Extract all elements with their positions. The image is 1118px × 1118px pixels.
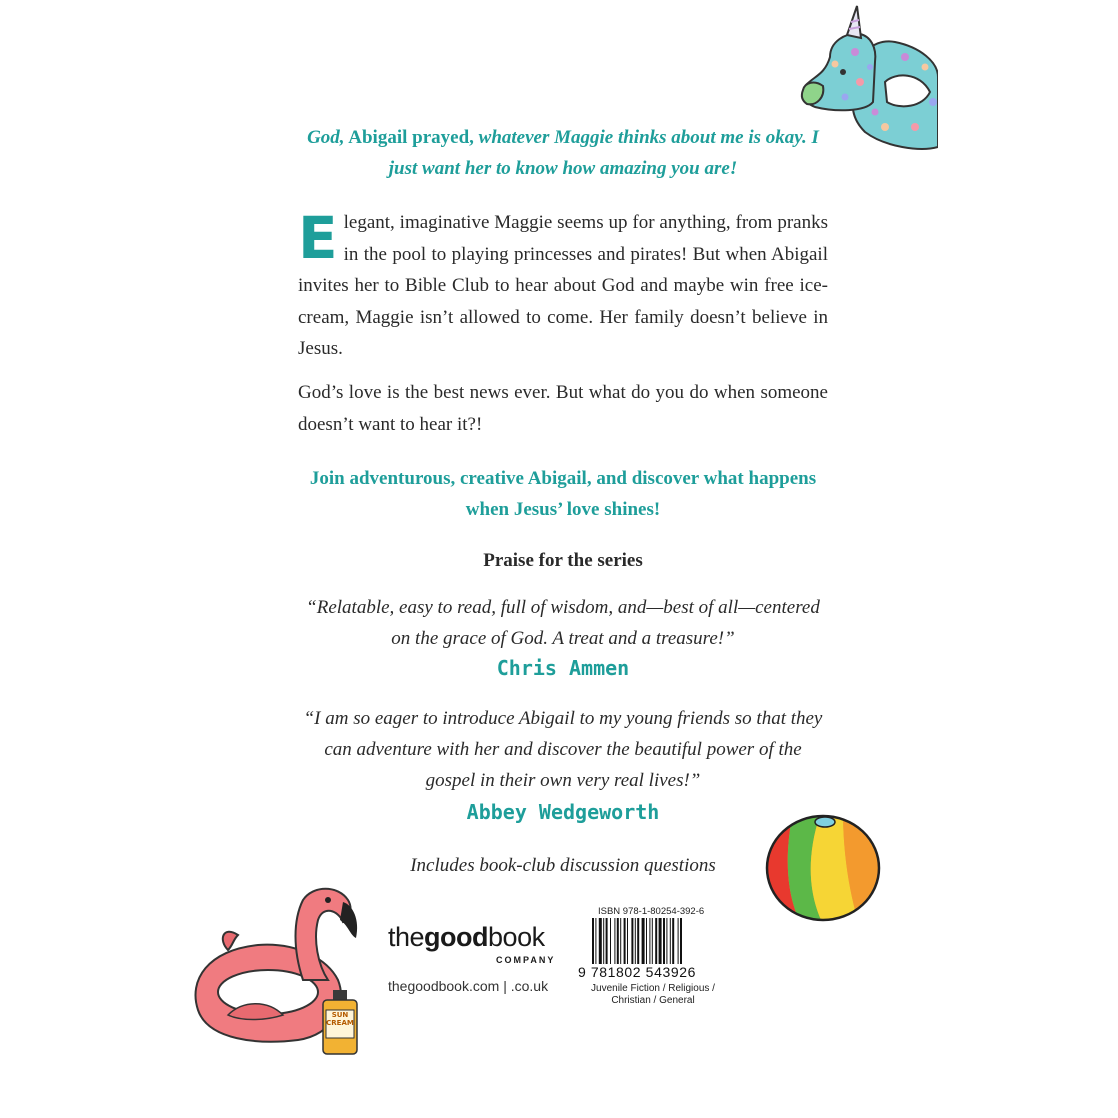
dropcap-letter: E <box>298 204 338 272</box>
logo-the: the <box>388 922 425 952</box>
isbn-digits: 9 781802 543926 <box>578 964 696 980</box>
logo-book: book <box>488 922 545 952</box>
barcode-bar <box>637 918 639 964</box>
barcode-bar <box>672 918 674 964</box>
barcode-bar <box>649 918 650 964</box>
barcode-bar <box>606 918 608 964</box>
barcode-bar <box>659 918 662 964</box>
barcode-bar <box>678 918 679 964</box>
logo-good: good <box>424 922 489 952</box>
intro-abigail-prayed: Abigail prayed, <box>344 127 479 148</box>
barcode-bar <box>635 918 636 964</box>
barcode-bar <box>627 918 628 964</box>
barcode-bar <box>617 918 619 964</box>
praise-quote-2: “I am so eager to introduce Abigail to my young friends so that they can adventure with her and discover the beautiful power of the gospel in their own very real lives!” <box>303 708 823 791</box>
praise-author-1: Chris Ammen <box>496 656 630 680</box>
praise-heading: Praise for the series <box>483 550 643 571</box>
praise-author-2: Abbey Wedgeworth <box>466 800 660 824</box>
book-category: Juvenile Fiction / Religious / Christian / General <box>591 983 715 1006</box>
barcode-bar <box>663 918 665 964</box>
barcode-bar <box>680 918 682 964</box>
barcode-bar <box>655 918 657 964</box>
barcode-bar <box>610 918 611 964</box>
publisher-url: thegoodbook.com | .co.uk <box>388 978 549 994</box>
praise-quote-1: “Relatable, easy to read, full of wisdom, and—best of all—centered on the grace of God. A treat and a treasure!” <box>306 597 820 649</box>
sunscreen-label: SUN CREAM <box>326 1011 354 1027</box>
publisher-logo <box>388 922 545 953</box>
blurb-paragraph-1 <box>298 204 828 365</box>
isbn-label: ISBN 978-1-80254-392-6 <box>598 906 705 917</box>
barcode-bar <box>603 918 604 964</box>
sunscreen-bottle-icon <box>320 990 360 1056</box>
includes-note: Includes book-club discussion questions <box>410 855 716 876</box>
barcode-bar <box>620 918 621 964</box>
barcode-bar <box>599 918 602 964</box>
publisher-company: COMPANY <box>496 955 556 965</box>
intro-prayer <box>298 122 828 184</box>
intro-prayer-text: whatever Maggie thinks about me is okay. I just want her to know how amazing you are! <box>388 127 819 179</box>
barcode-bar <box>595 918 596 964</box>
barcode-bar <box>592 918 594 964</box>
barcode-bar <box>614 918 615 964</box>
blurb-paragraph-2: God’s love is the best news ever. But what do you do when someone doesn’t want to hear it?! <box>298 382 828 435</box>
barcode-bar <box>652 918 653 964</box>
barcode-bar <box>670 918 671 964</box>
barcode-icon <box>592 918 714 964</box>
barcode-bar <box>666 918 667 964</box>
intro-god: God, <box>307 127 345 148</box>
barcode-bar <box>646 918 647 964</box>
blurb-paragraph-1-text: legant, imaginative Maggie seems up for anything, from pranks in the pool to playing princesses and pirates! But when Abigail invites her to Bible Club to hear about God and maybe win free ice-cream, Maggie isn’t allowed to come. Her family doesn’t believe in Jesus. <box>298 212 828 359</box>
barcode-bar <box>642 918 645 964</box>
barcode-bar <box>624 918 626 964</box>
barcode-bar <box>631 918 633 964</box>
join-tagline: Join adventurous, creative Abigail, and discover what happens when Jesus’ love shines! <box>309 468 817 520</box>
